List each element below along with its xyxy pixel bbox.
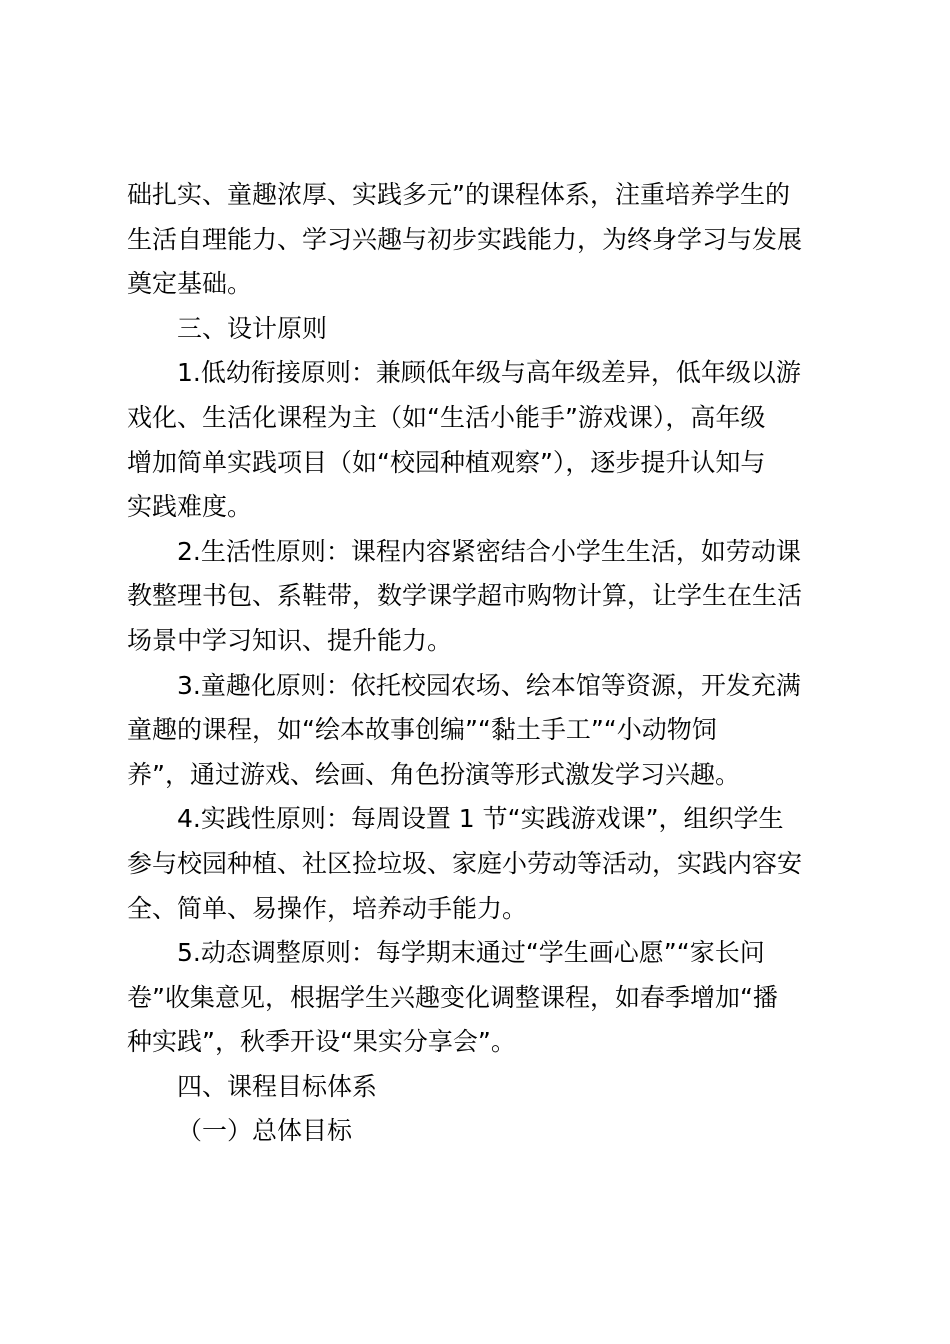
text-line: 场景中学习知识、提升能力。 <box>127 625 453 655</box>
text-line: 种实践”，秋季开设“果实分享会”。 <box>127 1027 516 1057</box>
text-line: 奠定基础。 <box>127 269 253 299</box>
text-line: 5.动态调整原则：每学期末通过“学生画心愿”“家长问 <box>177 938 765 968</box>
text-line: 2.生活性原则：课程内容紧密结合小学生生活，如劳动课 <box>177 536 801 566</box>
text-line: 养”，通过游戏、绘画、角色扮演等形式激发学习兴趣。 <box>127 759 740 789</box>
text-line: 教整理书包、系鞋带，数学课学超市购物计算，让学生在生活 <box>127 581 803 611</box>
text-line: 卷”收集意见，根据学生兴趣变化调整课程，如春季增加“播 <box>127 982 778 1012</box>
text-line: （一）总体目标 <box>177 1116 353 1146</box>
text-line: 参与校园种植、社区捡垃圾、家庭小劳动等活动，实践内容安 <box>127 848 803 878</box>
text-line: 三、设计原则 <box>177 313 328 343</box>
text-line: 实践难度。 <box>127 492 253 522</box>
text-line: 4.实践性原则：每周设置 1 节“实践游戏课”，组织学生 <box>177 804 784 834</box>
text-line: 3.童趣化原则：依托校园农场、绘本馆等资源，开发充满 <box>177 670 801 700</box>
text-line: 础扎实、童趣浓厚、实践多元”的课程体系，注重培养学生的 <box>127 180 790 209</box>
body-text <box>127 173 827 1154</box>
text-line: 增加简单实践项目（如“校园种植观察”），逐步提升认知与 <box>127 447 766 477</box>
text-line: 1.低幼衔接原则：兼顾低年级与高年级差异，低年级以游 <box>177 358 801 388</box>
text-line: 四、课程目标体系 <box>177 1071 378 1101</box>
text-line: 生活自理能力、学习兴趣与初步实践能力，为终身学习与发展 <box>127 224 803 254</box>
text-line: 童趣的课程，如“绘本故事创编”“黏土手工”“小动物饲 <box>127 715 717 745</box>
text-line: 全、简单、易操作，培养动手能力。 <box>127 893 528 923</box>
text-line: 戏化、生活化课程为主（如“生活小能手”游戏课），高年级 <box>127 402 766 432</box>
